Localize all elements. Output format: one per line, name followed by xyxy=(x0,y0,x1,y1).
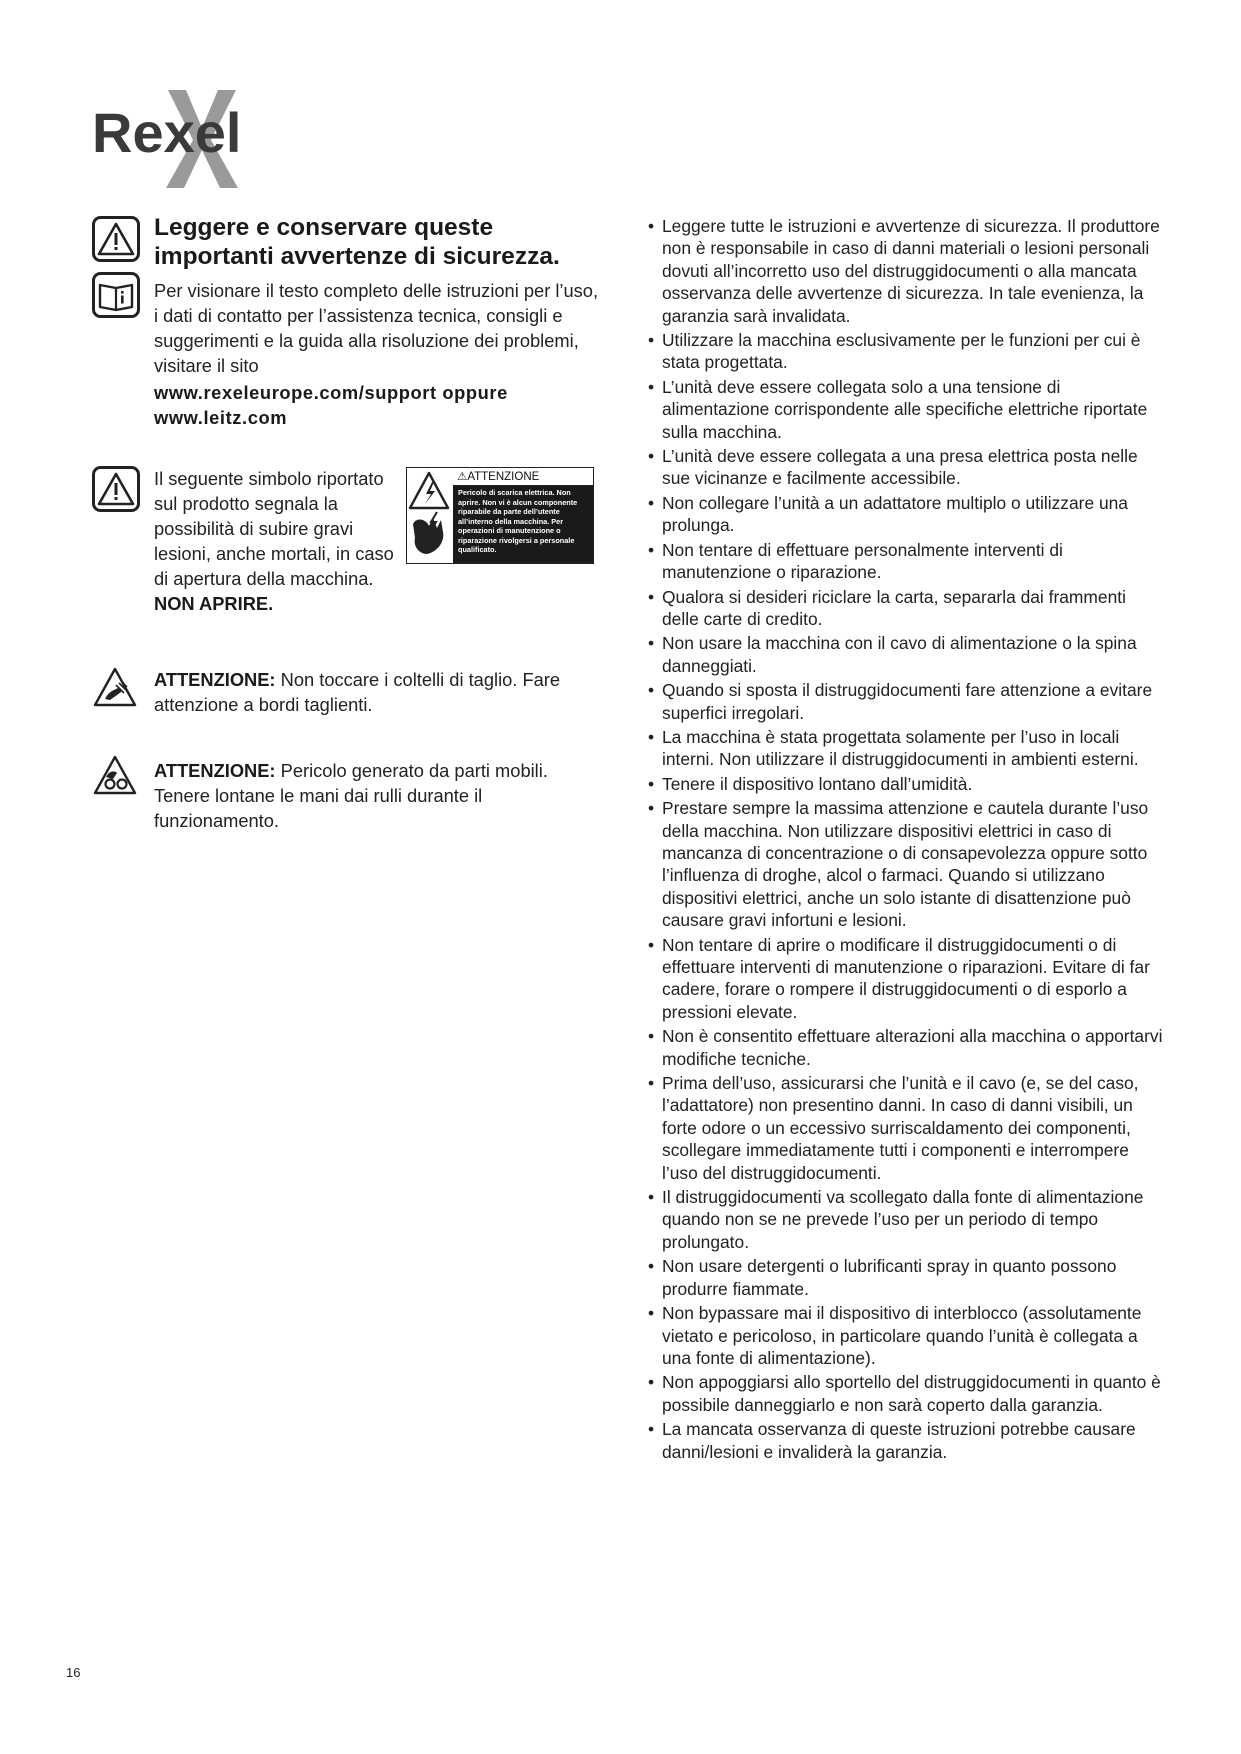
list-item: • Non usare la macchina con il cavo di alimentazione o la spina danneggiati. xyxy=(648,632,1164,677)
list-item: • Non usare detergenti o lubrificanti spray in quanto possono produrre fiammate. xyxy=(648,1255,1164,1300)
rexel-logo-mark xyxy=(90,88,290,188)
list-item: • Non è consentito effettuare alterazioni alla macchina o apportarvi modifiche tecniche. xyxy=(648,1025,1164,1070)
list-item: • Utilizzare la macchina esclusivamente per le funzioni per cui è stata progettata. xyxy=(648,329,1164,374)
list-item: • Non collegare l’unità a un adattatore multiplo o utilizzare una prolunga. xyxy=(648,492,1164,537)
list-item: • Non appoggiarsi allo sportello del distruggidocumenti in quanto è possibile danneggiarlo e non sarà coperto dalla garanzia. xyxy=(648,1371,1164,1416)
caution-blades-text: Non toccare i coltelli di taglio. Fare attenzione a bordi taglienti. xyxy=(154,669,561,715)
caution-blades xyxy=(154,667,594,717)
support-url-rexel: www.rexeleurope.com/support oppure xyxy=(154,382,508,403)
list-item: • Quando si sposta il distruggidocumenti fare attenzione a evitare superfici irregolari. xyxy=(648,679,1164,724)
caution-blades-label: ATTENZIONE: xyxy=(154,669,276,690)
symbol-notice-emphasis: NON APRIRE. xyxy=(154,593,274,614)
logo-text: Rexel xyxy=(92,101,242,164)
safety-bullet-list xyxy=(648,215,1164,1465)
list-item: • Qualora si desideri riciclare la carta, separarla dai frammenti delle carte di credito. xyxy=(648,586,1164,631)
warning-label-body: Pericolo di scarica elettrica. Non aprire. Non vi è alcun componente riparabile da parte dell’utente all’interno della macchina. Per operazioni di manutenzione o riparazione rivolgersi a personale qualificato. xyxy=(453,486,593,563)
page-title: Leggere e conservare queste importanti avvertenze di sicurezza. xyxy=(154,214,560,270)
list-item: • La macchina è stata progettata solamente per l’uso in locali interni. Non utilizzare il distruggidocumenti in ambienti esterni. xyxy=(648,726,1164,771)
list-item: • Il distruggidocumenti va scollegato dalla fonte di alimentazione quando non se ne prevede l’uso per un periodo di tempo prolungato. xyxy=(648,1186,1164,1253)
electric-shock-warning-label xyxy=(406,467,594,564)
list-item: • Leggere tutte le istruzioni e avvertenze di sicurezza. Il produttore non è responsabile in caso di danni materiali o lesioni personali dovuti all’incorretto uso del distruggidocumenti o alla mancata osservanza delle avvertenze di sicurezza. In tale evenienza, la garanzia sarà invalidata. xyxy=(648,215,1164,327)
support-urls xyxy=(154,380,602,430)
rexel-logo xyxy=(90,88,290,188)
caution-moving-parts xyxy=(154,758,594,833)
intro-paragraph: Per visionare il testo completo delle istruzioni per l’uso, i dati di contatto per l’assistenza tecnica, consigli e suggerimenti e la guida alla risoluzione dei problemi, visitare il sito xyxy=(154,280,599,376)
warning-triangle-icon xyxy=(92,216,140,262)
shock-symbols xyxy=(407,468,452,562)
symbol-notice xyxy=(154,466,404,616)
page-number: 16 xyxy=(66,1665,81,1680)
hand-shock-icon xyxy=(413,518,443,554)
list-item: • Prima dell’uso, assicurarsi che l’unità e il cavo (e, se del caso, l’adattatore) non presentino danni. In caso di danni visibili, un forte odore o un eccessivo surriscaldamento dei componenti, scollegare immediatamente tutti i componenti e interrompere l’uso del distruggidocumenti. xyxy=(648,1072,1164,1184)
list-item: • Non tentare di aprire o modificare il distruggidocumenti o di effettuare interventi di manutenzione o riparazioni. Evitare di far cadere, forare o rompere il distruggidocumenti o di esporlo a pressioni elevate. xyxy=(648,934,1164,1024)
manual-book-icon xyxy=(92,272,140,318)
list-item: • Tenere il dispositivo lontano dall’umidità. xyxy=(648,773,1164,795)
list-item: • Prestare sempre la massima attenzione e cautela durante l’uso della macchina. Non utilizzare dispositivi elettrici in caso di mancanza di concentrazione o di consapevolezza oppure sotto l’influenza di droghe, alcol o farmaci. Quando si utilizzano dispositivi elettrici, anche un solo istante di disattenzione può causare gravi infortuni e lesioni. xyxy=(648,797,1164,931)
list-item: • Non bypassare mai il dispositivo di interblocco (assolutamente vietato e pericoloso, in particolare quando l’unità è collegata a una fonte di alimentazione). xyxy=(648,1302,1164,1369)
list-item: • La mancata osservanza di queste istruzioni potrebbe causare danni/lesioni e invaliderà la garanzia. xyxy=(648,1418,1164,1463)
caution-moving-parts-text: Pericolo generato da parti mobili. Tenere lontane le mani dai rulli durante il funzionamento. xyxy=(154,760,548,831)
warning-small-triangle-icon: ⚠ xyxy=(457,471,468,483)
support-url-leitz: www.leitz.com xyxy=(154,407,288,428)
warning-label-title: ⚠ATTENZIONE xyxy=(453,468,593,486)
blade-hazard-icon xyxy=(92,666,138,708)
symbol-notice-text: Il seguente simbolo riportato sul prodotto segnala la possibilità di subire gravi lesioni, anche mortali, in caso di apertura della macchina. xyxy=(154,468,394,589)
warning-triangle-icon xyxy=(92,466,140,512)
caution-moving-parts-label: ATTENZIONE: xyxy=(154,760,276,781)
list-item: • L’unità deve essere collegata a una presa elettrica posta nelle sue vicinanze e facilmente accessibile. xyxy=(648,445,1164,490)
list-item: • L’unità deve essere collegata solo a una tensione di alimentazione corrispondente alle specifiche elettriche riportate sulla macchina. xyxy=(648,376,1164,443)
moving-parts-hazard-icon xyxy=(92,754,138,796)
list-item: • Non tentare di effettuare personalmente interventi di manutenzione o riparazione. xyxy=(648,539,1164,584)
